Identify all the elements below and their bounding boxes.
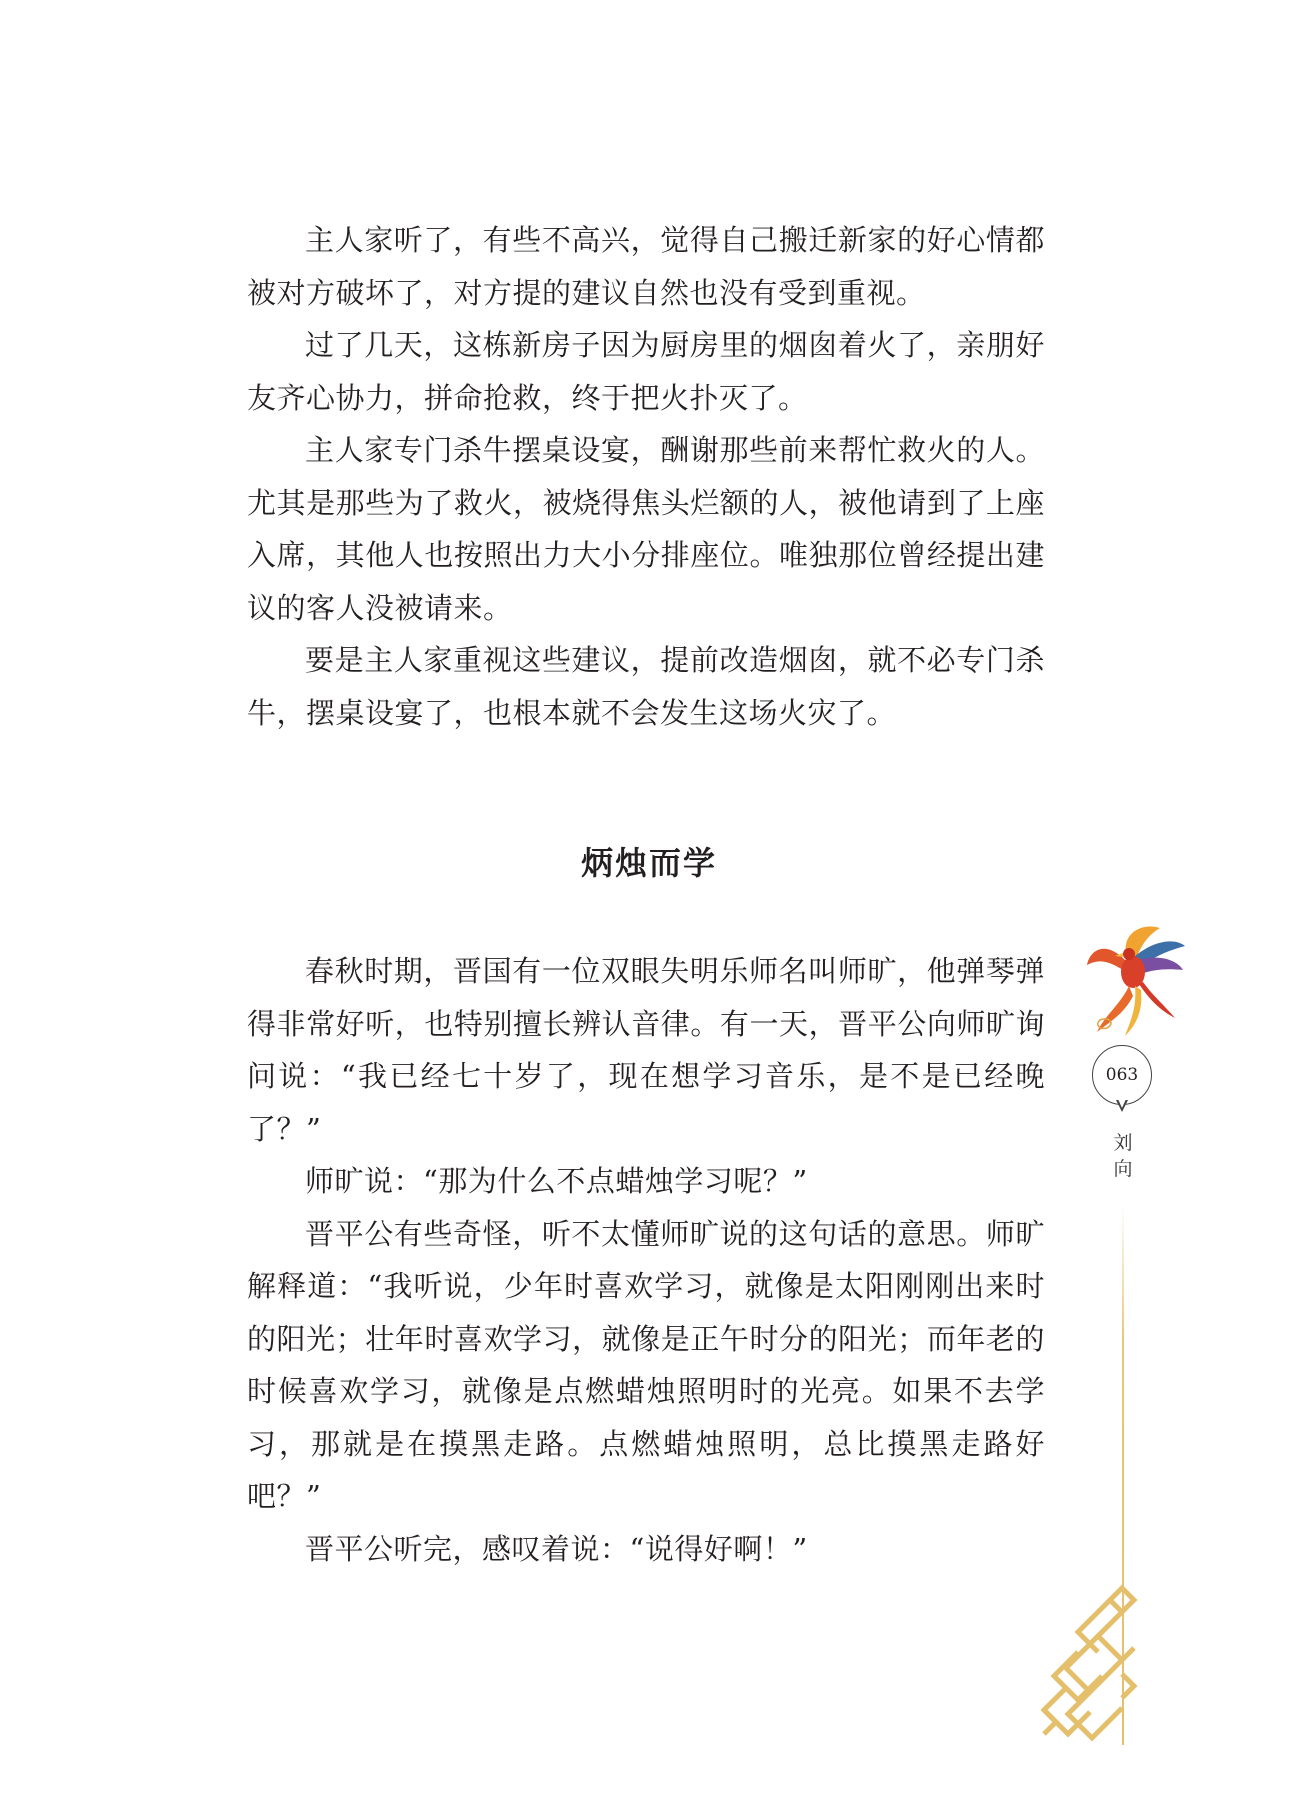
paragraph: 晋平公听完，感叹着说：“说得好啊！” xyxy=(305,1531,808,1566)
author-name: 刘向 xyxy=(1113,1132,1133,1180)
paragraph: 主人家专门杀牛摆桌设宴，酬谢那些前来帮忙救火的人。尤其是那些为了救火，被烧得焦头烂额的人，被他请到了上座入席，其他人也按照出力大小分排座位。唯独那位曾经提出建议的客人没被请来。 xyxy=(247,433,1045,625)
phoenix-icon xyxy=(1085,920,1185,1038)
paragraph: 春秋时期，晋国有一位双眼失明乐师名叫师旷，他弹琴弹得非常好听，也特别擅长辨认音律。有一天，晋平公向师旷询问说：“我已经七十岁了，现在想学习音乐，是不是已经晚了？” xyxy=(247,954,1045,1146)
paragraph: 师旷说：“那为什么不点蜡烛学习呢？” xyxy=(305,1164,808,1198)
badge-pointer-inner xyxy=(1118,1099,1126,1108)
section-one-text xyxy=(247,214,1045,739)
page-number-badge: 063 xyxy=(1092,1045,1152,1105)
paragraph: 要是主人家重视这些建议，提前改造烟囱，就不必专门杀牛，摆桌设宴了，也根本就不会发生这场火灾了。 xyxy=(247,643,1045,730)
paragraph: 晋平公有些奇怪，听不太懂师旷说的这句话的意思。师旷解释道：“我听说，少年时喜欢学习，就像是太阳刚刚出来时的阳光；壮年时喜欢学习，就像是正午时分的阳光；而年老的时候喜欢学习，就像是点燃蜡烛照明时的光亮。如果不去学习，那就是在摸黑走路。点燃蜡烛照明，总比摸黑走路好吧？” xyxy=(247,1216,1045,1513)
endless-knot-icon xyxy=(1038,1578,1138,1748)
section-title: 炳烛而学 xyxy=(580,844,717,882)
paragraph: 主人家听了，有些不高兴，觉得自己搬迁新家的好心情都被对方破坏了，对方提的建议自然也没有受到重视。 xyxy=(247,223,1045,310)
paragraph: 过了几天，这栋新房子因为厨房里的烟囱着火了，亲朋好友齐心协力，拼命抢救，终于把火扑灭了。 xyxy=(247,328,1045,415)
section-two-text xyxy=(247,945,1045,1575)
